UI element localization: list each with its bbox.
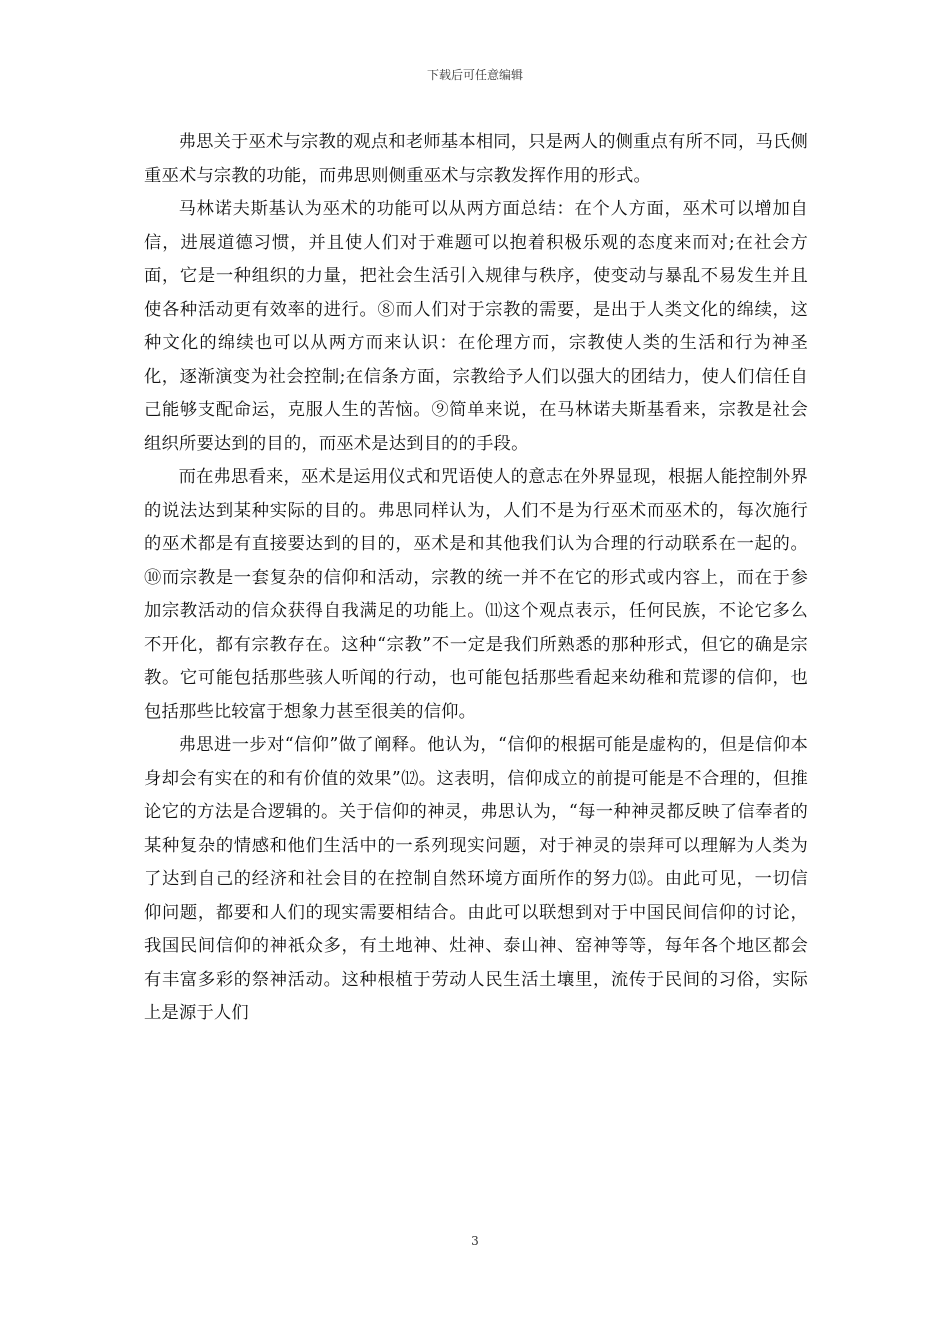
paragraph-1: 弗思关于巫术与宗教的观点和老师基本相同，只是两人的侧重点有所不同，马氏侧重巫术与宗教的功能，而弗思则侧重巫术与宗教发挥作用的形式。	[144, 132, 808, 186]
paragraph-3: 而在弗思看来，巫术是运用仪式和咒语使人的意志在外界显现，根据人能控制外界的说法达到某种实际的目的。弗思同样认为，人们不是为行巫术而巫术的，每次施行的巫术都是有直接要达到的目的，巫术是和其他我们认为合理的行动联系在一起的。⑩而宗教是一套复杂的信仰和活动，宗教的统一并不在它的形式或内容上，而在于参加宗教活动的信众获得自我满足的功能上。⑾这个观点表示，任何民族，不论它多么不开化，都有宗教存在。这种“宗教”不一定是我们所熟悉的那种形式，但它的确是宗教。它可能包括那些骇人听闻的行动，也可能包括那些看起来幼稚和荒谬的信仰，也包括那些比较富于想象力甚至很美的信仰。	[144, 467, 808, 722]
paragraph-2: 马林诺夫斯基认为巫术的功能可以从两方面总结：在个人方面，巫术可以增加自信，进展道德习惯，并且使人们对于难题可以抱着积极乐观的态度来而对;在社会方面，它是一种组织的力量，把社会生活引入规律与秩序，使变动与暴乱不易发生并且使各种活动更有效率的进行。⑧而人们对于宗教的需要，是出于人类文化的绵续，这种文化的绵续也可以从两方而来认识：在伦理方而，宗教使人类的生活和行为神圣化，逐渐演变为社会控制;在信条方面，宗教给予人们以强大的团结力，使人们信任自己能够支配命运，克服人生的苦恼。⑨简单来说，在马林诺夫斯基看来，宗教是社会组织所要达到的目的，而巫术是达到目的的手段。	[144, 199, 808, 454]
paragraph-4: 弗思进一步对“信仰”做了阐释。他认为，“信仰的根据可能是虚构的，但是信仰本身却会有实在的和有价值的效果”⑿。这表明，信仰成立的前提可能是不合理的，但推论它的方法是合逻辑的。关于信仰的神灵，弗思认为，“每一种神灵都反映了信奉者的某种复杂的情感和他们生活中的一系列现实问题，对于神灵的崇拜可以理解为人类为了达到自己的经济和社会目的在控制自然环境方面所作的努力⒀。由此可见，一切信仰问题，都要和人们的现实需要相结合。由此可以联想到对于中国民间信仰的讨论，我国民间信仰的神祇众多，有土地神、灶神、泰山神、窑神等等，每年各个地区都会有丰富多彩的祭神活动。这种根植于劳动人民生活土壤里，流传于民间的习俗，实际上是源于人们	[144, 735, 808, 1023]
page-header: 下载后可任意编辑	[426, 68, 523, 82]
document-body	[144, 126, 808, 1031]
page-number: 3	[471, 1234, 479, 1248]
